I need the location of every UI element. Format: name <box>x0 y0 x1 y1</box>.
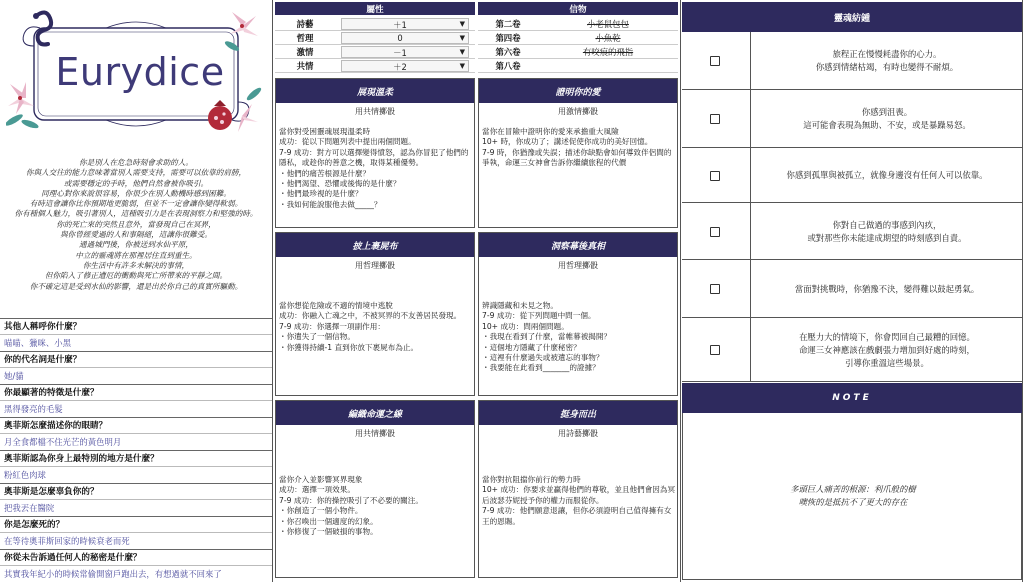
move-description: 辨識隱藏和未見之物。 7-9 成功：從下列問題中問一個。 10+ 成功：問兩個問題。 ・我現在看到了什麼，當帷幕被揭開？ ・這個地方隱藏了什麼秘密？ ・這裡有什麼過失或被遺忘的事物？ ・我要能在此看到_______的證據？ <box>482 301 612 373</box>
move-roll: 用哲理擲骰 <box>355 261 395 270</box>
token-row <box>478 45 678 59</box>
intro-line: 但你陷入了修正遭厄的衝動與死亡所帶來的平靜之間。 <box>44 271 228 281</box>
attributes-header: 屬性 <box>275 2 475 15</box>
attribute-label: 詩藝 <box>296 19 314 29</box>
token-label: 第二卷 <box>495 19 521 29</box>
chevron-down-icon: ▼ <box>459 20 465 28</box>
move-card <box>275 78 475 228</box>
move-roll: 用激情擲骰 <box>558 107 598 116</box>
logo-title: Eurydice <box>55 50 225 94</box>
checkbox[interactable] <box>710 56 720 66</box>
token-row <box>478 17 678 31</box>
lily-flower-icon <box>238 104 258 132</box>
checkbox[interactable] <box>710 114 720 124</box>
chevron-down-icon: ▼ <box>459 48 465 56</box>
move-title: 證明你的愛 <box>479 79 677 103</box>
answer-field[interactable]: 粉紅色肉球 <box>0 466 272 482</box>
attribute-label: 哲理 <box>296 33 314 43</box>
attribute-value: ＋2 <box>393 62 407 72</box>
eurydice-logo <box>0 0 272 148</box>
checkbox[interactable] <box>710 227 720 237</box>
column-divider <box>750 32 751 89</box>
attribute-row <box>275 17 475 31</box>
attribute-value: ＋1 <box>393 20 407 30</box>
question-label: 奧菲斯是怎麼辜負你的？ <box>0 483 272 499</box>
intro-line: 中立的靈魂將在那裡居住直到重生。 <box>75 250 197 260</box>
move-roll: 用共情擲骰 <box>355 429 395 438</box>
chevron-down-icon: ▼ <box>459 62 465 70</box>
note-area[interactable] <box>682 413 1022 580</box>
soul-spindle-row <box>682 260 1022 318</box>
attribute-row <box>275 59 475 73</box>
soul-spindle-text: 當面對挑戰時，你猶豫不決，變得難以鼓起勇氣。 <box>794 283 980 294</box>
move-description: 當你對抗阻擋你前行的勢力時 10+ 成功：你要求並贏得他們的尊敬，並且他們會因為冥后波瑟芬妮授予你的權力而服從你。 7-9 成功：他們願意退讓，但你必須證明自己值得擁有女王的恩賜。 <box>482 475 676 526</box>
attribute-label: 共情 <box>296 61 314 71</box>
soul-spindle-text: 你對自己做過的事感到內疚， 或對那些你未能達成期望的時刻感到自責。 <box>807 219 967 243</box>
column-divider <box>750 260 751 317</box>
answer-field[interactable]: 她/貓 <box>0 367 272 383</box>
soul-spindle-row <box>682 318 1022 382</box>
token-value[interactable]: 小魚乾 <box>595 33 621 43</box>
question-label: 你從未告訴過任何人的秘密是什麼？ <box>0 549 272 565</box>
soul-spindle-header: 靈魂紡鍾 <box>682 2 1022 32</box>
attribute-value: －1 <box>393 48 407 58</box>
intro-line: 你與人交往的能力意味著當別人需要支持，需要可以依靠的肩膀， <box>25 168 247 178</box>
soul-spindle-text: 你感到孤單與被孤立，就像身邊沒有任何人可以依靠。 <box>786 170 988 180</box>
chevron-down-icon: ▼ <box>459 34 465 42</box>
answer-field[interactable]: 黑得發亮的毛髮 <box>0 400 272 416</box>
intro-line: 同理心對你來說很容易，你很少在別人動機時感到困難。 <box>41 188 231 198</box>
attribute-select[interactable] <box>341 18 469 30</box>
answer-field[interactable]: 月全食都檔不住光芒的黃色明月 <box>0 433 272 449</box>
column-divider <box>750 318 751 381</box>
pomegranate-icon <box>208 100 232 130</box>
answer-field[interactable]: 其實我年紀小的時候常偷開窗戶跑出去，有想過就不回來了 <box>0 565 272 581</box>
intro-line: 與你曾經愛過的人和事隔絕，這讓你很難受。 <box>60 230 212 240</box>
intro-line: 你生活中有許多未解決的事情， <box>82 260 190 270</box>
column-divider <box>750 90 751 147</box>
question-label: 奧菲斯怎麼描述你的眼睛？ <box>0 417 272 433</box>
move-title: 洞察幕後真相 <box>479 233 677 257</box>
move-title: 展現溫柔 <box>276 79 474 103</box>
lily-flower-icon <box>8 82 34 114</box>
question-label: 你的代名詞是什麼？ <box>0 351 272 367</box>
attribute-label: 激情 <box>296 47 314 57</box>
attribute-row <box>275 31 475 45</box>
column-divider <box>750 148 751 202</box>
soul-spindle-row <box>682 148 1022 203</box>
attribute-select[interactable] <box>341 60 469 72</box>
move-roll: 用詩藝擲骰 <box>558 429 598 438</box>
answer-field[interactable]: 在等待奧菲斯回家的時候衰老而死 <box>0 532 272 548</box>
note-header: NOTE <box>682 383 1022 413</box>
answer-field[interactable]: 喵喵、獵咪、小黑 <box>0 334 272 350</box>
intro-line: 你有種個人魅力，吸引著別人，這種吸引力是在表現洞察力和堅強的時。 <box>14 209 258 219</box>
checkbox[interactable] <box>710 171 720 181</box>
token-value[interactable]: 小老鼠包包 <box>587 19 629 29</box>
answer-field[interactable]: 把我丟在醫院 <box>0 499 272 515</box>
move-roll: 用哲理擲骰 <box>558 261 598 270</box>
soul-spindle-text: 旅程正在慢慢耗盡你的心力。 你感到情緒枯竭，有時也變得不耐煩。 <box>815 49 959 72</box>
attribute-value: 0 <box>397 33 403 43</box>
move-card <box>478 400 678 578</box>
character-intro <box>0 150 272 315</box>
lily-flower-icon <box>230 12 258 36</box>
soul-spindle-text: 在壓力大的情境下，你會閃回自己最糟的回憶。 命運三女神應該在戲劇張力增加到好處的時刻， 引導你重溫這些場景。 <box>799 331 975 368</box>
move-description: 當你對受困靈魂展現溫柔時 成功：從以下問題列表中提出兩個問題。 7-9 成功：對方可以選擇變得憤怒，認為你冒犯了他們的隱私，或趁你的善意之機，取得某種優勢。 ・他們的痛苦根源是什麼？ ・他們渴望、恐懼或後悔的是什麼？ ・他們最珍視的是什麼？ ・我如何能說服他去做_____？ <box>279 127 469 209</box>
soul-spindle-row <box>682 32 1022 90</box>
move-card <box>275 232 475 396</box>
intro-line: 有時這會讓你比你預期地更脆弱，但並不一定會讓你變得軟弱。 <box>29 199 243 209</box>
attribute-row <box>275 45 475 59</box>
token-label: 第六卷 <box>495 47 521 57</box>
attribute-select[interactable] <box>341 46 469 58</box>
move-title: 編織命運之線 <box>276 401 474 425</box>
token-value[interactable]: 有咬痕的飛指 <box>582 47 634 57</box>
question-label: 你是怎麼死的？ <box>0 516 272 532</box>
move-roll: 用共情擲骰 <box>355 107 395 116</box>
column-divider <box>750 203 751 259</box>
soul-spindle-row <box>682 203 1022 260</box>
question-label: 你最顯著的特徵是什麼？ <box>0 384 272 400</box>
soul-spindle-row <box>682 90 1022 148</box>
token-row <box>478 59 678 73</box>
move-description: 當你在冒險中證明你的愛來承擔重大風險 10+ 時，你成功了；講述促使你成功的美好回憶。 7-9 時，你猶豫或失誤；描述你缺點會如何導致伴侶間的爭執，命運三女神會告訴你繼續旅程的代價 <box>482 127 672 168</box>
question-label: 奧菲斯認為你身上最特別的地方是什麼？ <box>0 450 272 466</box>
question-label: 其他人稱呼你什麼？ <box>0 318 272 334</box>
move-description: 當你想從危險或不適的情境中逃脫 成功：你融入亡魂之中，不被冥界的不友善居民發現。 7-9 成功：你選擇一項副作用： ・你遺失了一個信物。 ・你獲得持續-1 直到你放下裹屍布為止。 <box>279 301 462 352</box>
move-card <box>478 232 678 396</box>
move-title: 披上裹屍布 <box>276 233 474 257</box>
move-description: 當你介入並影響冥界現象 成功：選擇一項效果。 7-9 成功：你的操控吸引了不必要的關注。 ・你創造了一個小物件。 ・你召喚出一個適度的幻象。 ・你修復了一個破損的事物。 <box>279 475 423 537</box>
move-title: 挺身而出 <box>479 401 677 425</box>
intro-line: 通過城門後，你被送到水仙平原， <box>79 240 193 250</box>
soul-spindle-text: 你感到沮喪。 這可能會表現為無助、不安，或是暴躁易怒。 <box>803 107 971 130</box>
intro-line: 或需要穩定的手時，他們自然會被你吸引。 <box>63 178 209 188</box>
token-label: 第四卷 <box>495 33 521 43</box>
note-text: 多頭巨人痛苦的根源：利爪般的樹 噢恢的是抵抗不了更大的存在 <box>790 484 916 507</box>
token-label: 第八卷 <box>495 61 521 71</box>
intro-line: 你是別人在危急時刻會求助的人。 <box>79 158 193 167</box>
intro-line: 你的死亡來的突然且意外，當發現自己在冥界， <box>56 219 216 229</box>
tokens-header: 信物 <box>478 2 678 15</box>
move-card <box>275 400 475 578</box>
token-row <box>478 31 678 45</box>
checkbox[interactable] <box>710 284 720 294</box>
checkbox[interactable] <box>710 345 720 355</box>
attribute-select[interactable] <box>341 32 469 44</box>
move-card <box>478 78 678 228</box>
intro-line: 你不確定這是受到水仙的影響，還是出於你自己的真實所驅動。 <box>29 281 243 291</box>
